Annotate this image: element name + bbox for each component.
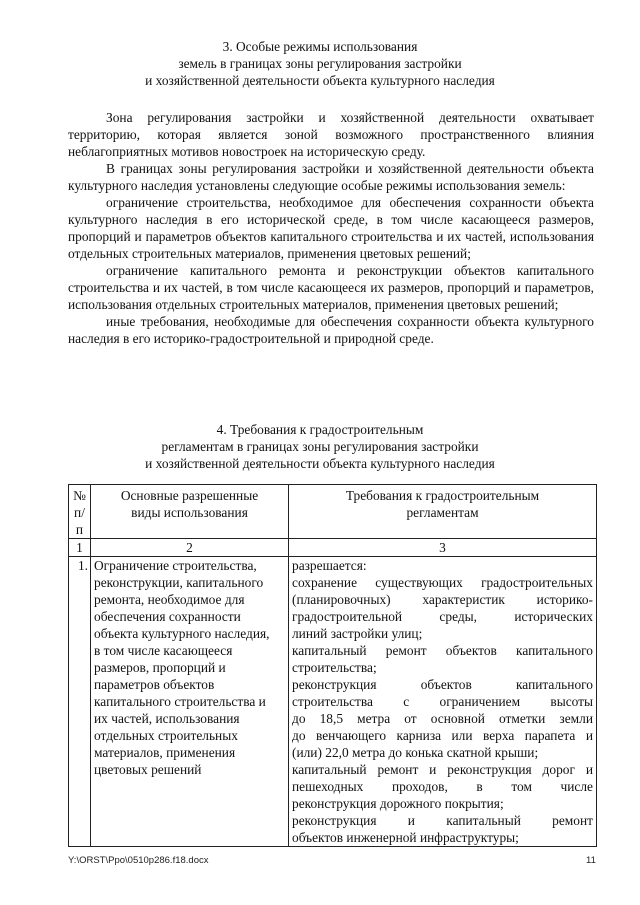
footer-file-path: Y:\ORST\Ppo\0510p286.f18.docx	[68, 855, 209, 866]
header-requirements	[289, 485, 597, 539]
cell-line: разрешается:	[292, 558, 367, 573]
cell-line: (планировочных) характеристик историко-	[292, 592, 593, 607]
section-3-heading-line: земель в границах зоны регулирования застройки	[178, 56, 462, 71]
cell-line: отдельных строительных	[94, 728, 238, 743]
cell-line: сохранение существующих градостроительных	[292, 575, 593, 590]
section-4-heading	[0, 421, 640, 472]
cell-line: капитальный ремонт и реконструкция дорог и	[292, 762, 593, 777]
section-3-body	[68, 109, 594, 347]
paragraph: Зона регулирования застройки и хозяйственной деятельности охватывает территорию, которая является зоной возможного пространственного влияния неблагоприятных мотивов новостроек на историческую среду.	[68, 110, 594, 159]
header-text: Требования к градостроительным	[345, 488, 540, 503]
cell-line: пешеходных проходов, в том числе	[292, 779, 593, 794]
section-4-heading-line: регламентам в границах зоны регулирования застройки	[161, 439, 479, 454]
section-4-heading-line: 4. Требования к градостроительным	[216, 422, 424, 437]
section-3-heading-line: 3. Особые режимы использования	[222, 39, 418, 54]
requirements-cell	[289, 557, 597, 847]
section-3-heading-line: и хозяйственной деятельности объекта культурного наследия	[145, 73, 495, 88]
cell-line: цветовых решений	[94, 762, 202, 777]
table-header-row	[69, 485, 597, 539]
cell-line: реконструкции, капитального	[94, 575, 264, 590]
cell-line: реконструкция объектов капитального	[292, 677, 593, 692]
section-4-heading-line: и хозяйственной деятельности объекта культурного наследия	[145, 456, 495, 471]
cell-line: градостроительной среды, исторических	[292, 609, 593, 624]
header-text: регламентам	[406, 505, 479, 520]
table-row	[69, 557, 597, 847]
header-text: п/п	[74, 505, 85, 537]
regulations-table	[68, 484, 597, 847]
cell-line: линий застройки улиц;	[292, 626, 423, 641]
paragraph: ограничение капитального ремонта и реконструкции объектов капитального строительства и их частей, в том числе касающееся их размеров, пропорций и параметров, использования отдельных строительных материалов, применения цветовых решений;	[68, 263, 594, 312]
section-3-heading	[0, 38, 640, 89]
cell-line: ремонта, необходимое для	[94, 592, 245, 607]
footer-page-number: 11	[586, 855, 596, 866]
cell-line: их частей, использования	[94, 711, 240, 726]
header-number	[69, 485, 91, 539]
row-number: 1.	[69, 557, 91, 847]
permitted-use-cell	[91, 557, 289, 847]
cell-line: (или) 22,0 метра до конька скатной крыши;	[292, 745, 539, 760]
cell-line: строительства с ограничением высоты	[292, 694, 593, 709]
cell-line: Ограничение строительства,	[94, 558, 257, 573]
cell-line: реконструкция дорожного покрытия;	[292, 796, 504, 811]
header-text: Основные разрешенные	[120, 488, 259, 503]
cell-line: до венчающего карниза или верха парапета и	[292, 728, 593, 743]
paragraph: ограничение строительства, необходимое для обеспечения сохранности объекта культурного наследия в его исторической среде, в том числе касающееся размеров, пропорций и параметров объектов капитального строительства и их частей, использования отдельных строительных материалов, применения цветовых решений;	[68, 195, 594, 261]
cell-line: объекта культурного наследия,	[94, 626, 270, 641]
cell-line: реконструкция и капитальный ремонт	[292, 813, 593, 828]
cell-line: материалов, применения	[94, 745, 236, 760]
header-text: №	[73, 488, 86, 503]
cell-line: обеспечения сохранности	[94, 609, 241, 624]
header-text: виды использования	[131, 505, 248, 520]
cell-line: в том числе касающееся	[94, 643, 233, 658]
column-number-row	[69, 539, 597, 557]
header-permitted-uses	[91, 485, 289, 539]
cell-line: размеров, пропорций и	[94, 660, 226, 675]
cell-line: строительства;	[292, 660, 377, 675]
cell-line: капитального строительства и	[94, 694, 266, 709]
column-number: 1	[69, 539, 91, 557]
column-number: 3	[289, 539, 597, 557]
cell-line: объектов инженерной инфраструктуры;	[292, 830, 519, 845]
paragraph: иные требования, необходимые для обеспечения сохранности объекта культурного наследия в его историко-градостроительной и природной среде.	[68, 314, 594, 346]
cell-line: до 18,5 метра от основной отметки земли	[292, 711, 593, 726]
paragraph: В границах зоны регулирования застройки и хозяйственной деятельности объекта культурного наследия установлены следующие особые режимы использования земель:	[68, 161, 594, 193]
cell-line: капитальный ремонт объектов капитального	[292, 643, 593, 658]
column-number: 2	[91, 539, 289, 557]
cell-line: параметров объектов	[94, 677, 215, 692]
